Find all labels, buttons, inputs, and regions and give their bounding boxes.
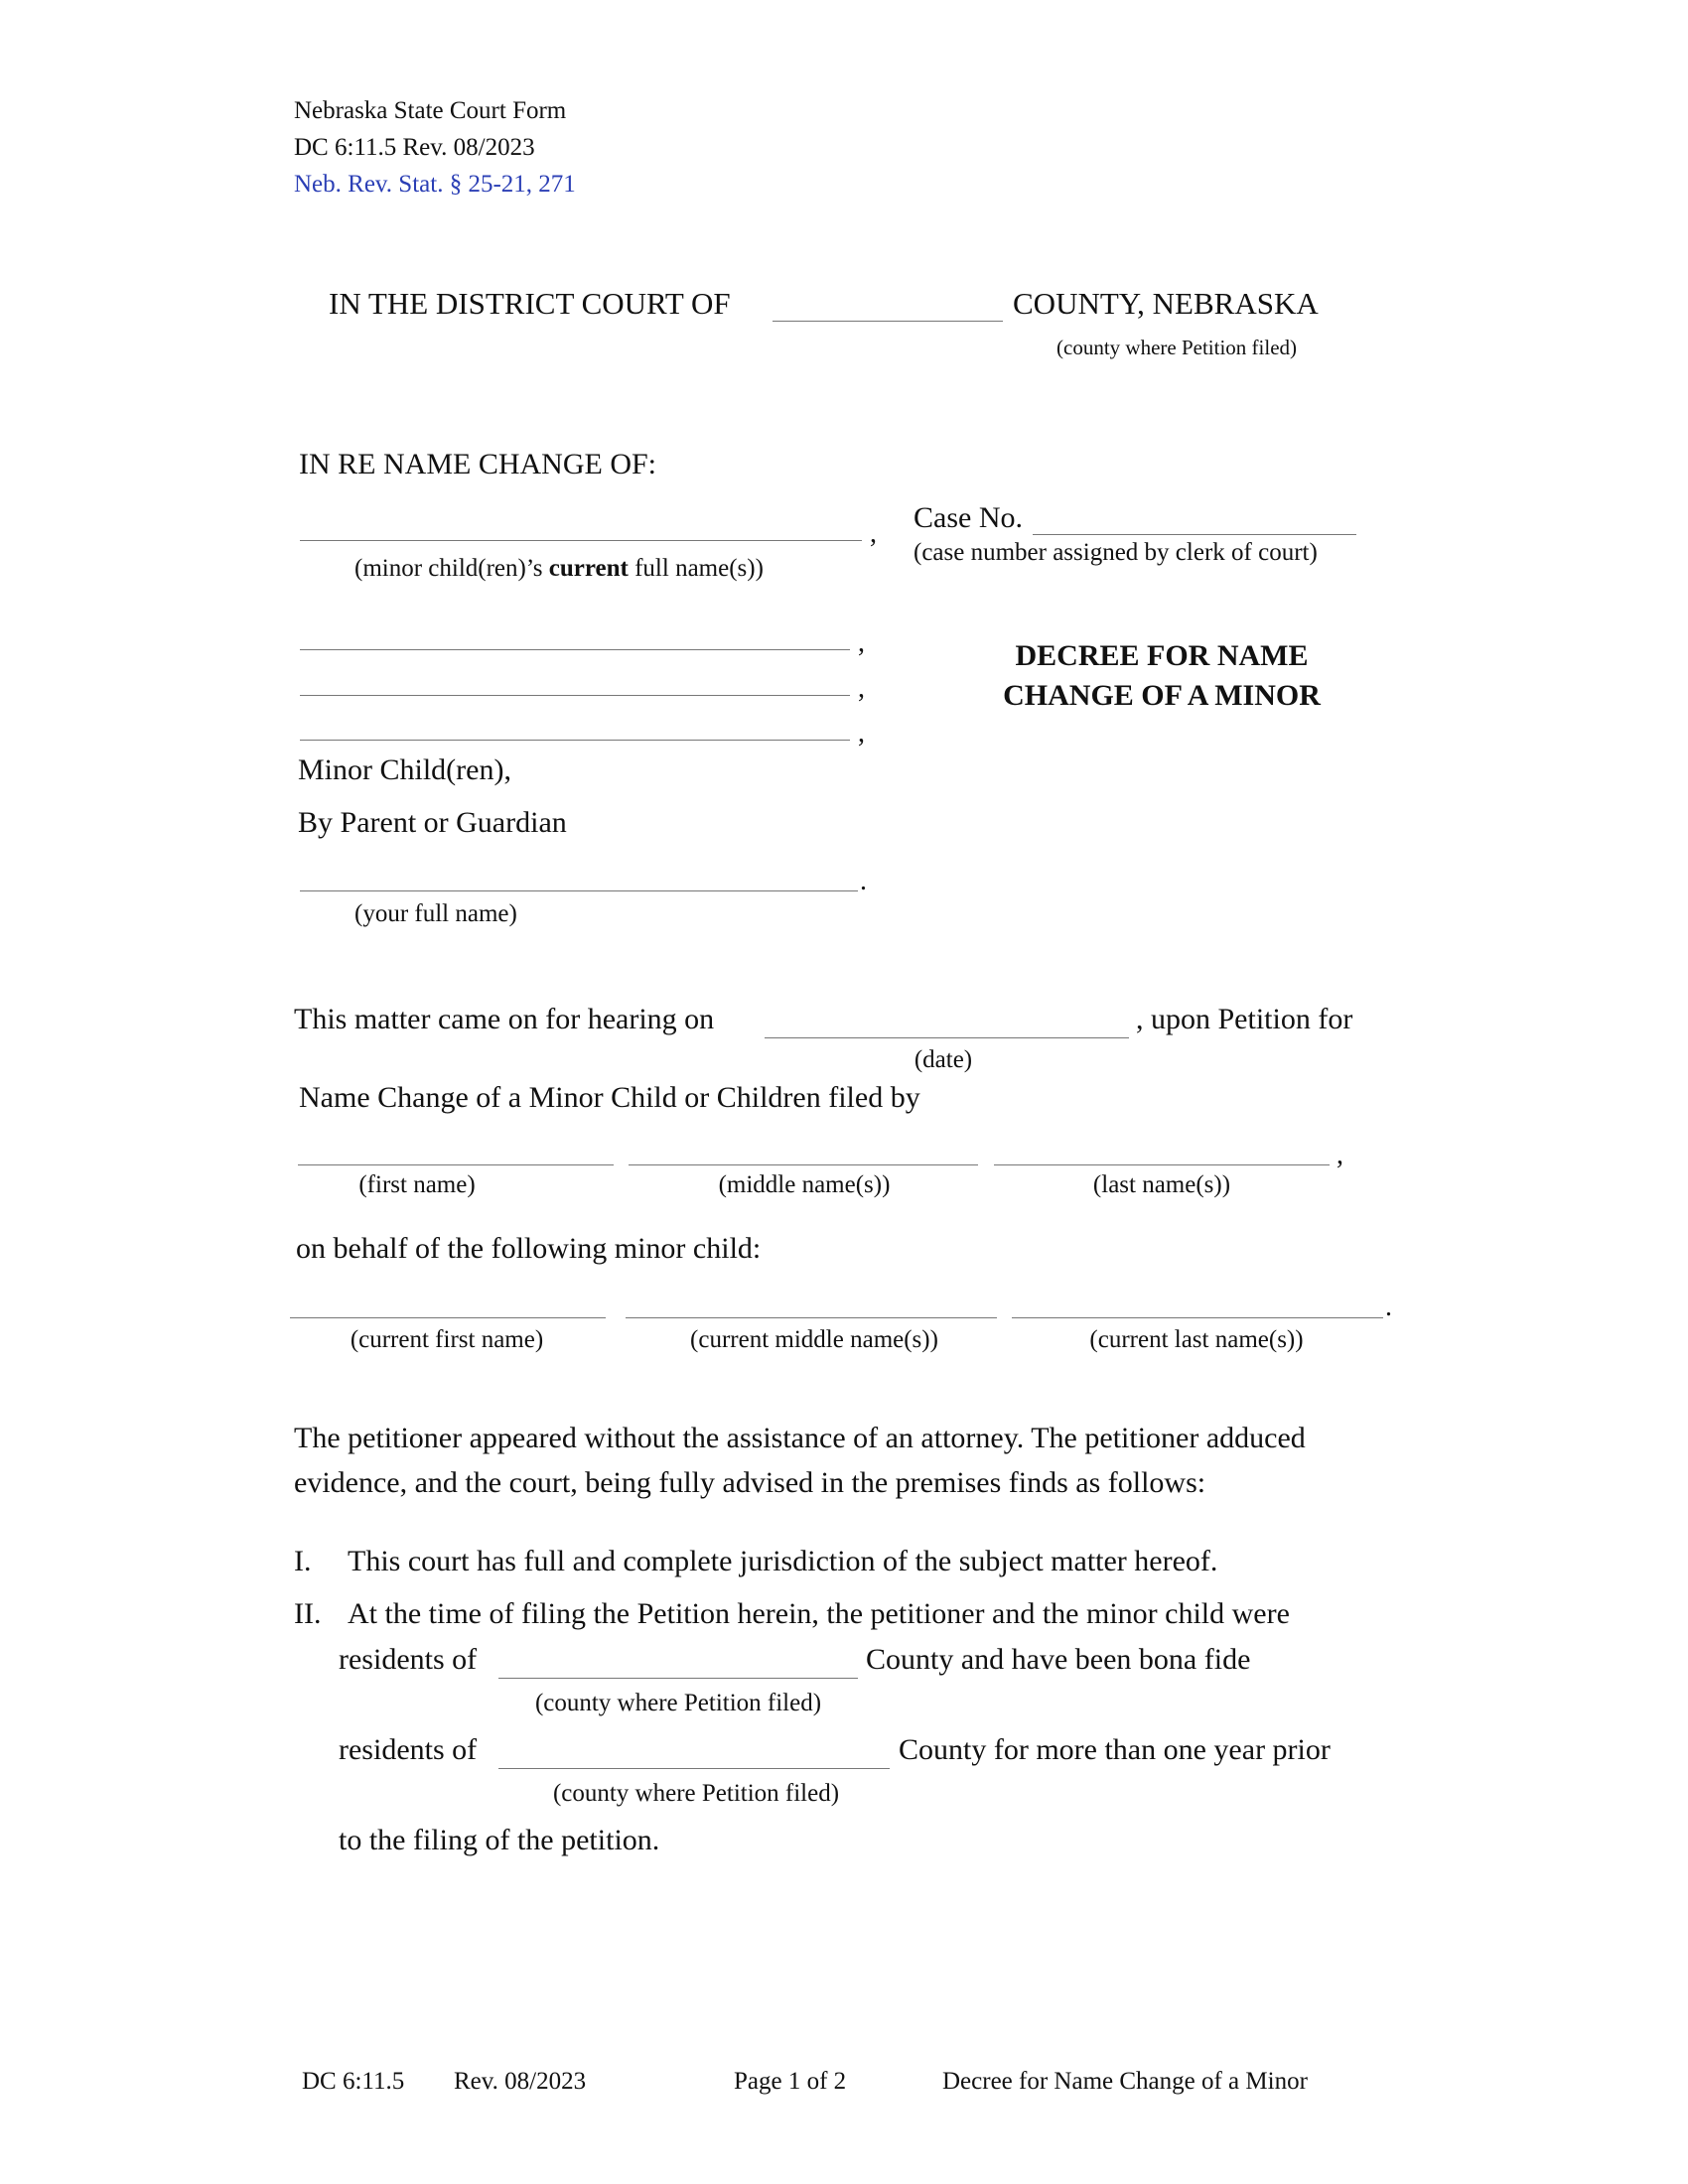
comma: , — [858, 718, 865, 749]
form-name: Nebraska State Court Form — [294, 97, 567, 124]
finding-1-number: I. — [294, 1545, 312, 1577]
footer-revision: Rev. 08/2023 — [454, 2068, 587, 2095]
residents-of-label-1: residents of — [339, 1643, 478, 1676]
finding-2-suffix2: County for more than one year prior — [899, 1733, 1331, 1766]
comma: , — [858, 673, 865, 704]
county-caption-2: (county where Petition filed) — [552, 1780, 840, 1807]
child-current-middle-name-input[interactable] — [626, 1317, 997, 1318]
child-name-input-4[interactable] — [300, 740, 850, 741]
county-input[interactable] — [773, 321, 1003, 322]
findings-intro-line1: The petitioner appeared without the assistance of an attorney. The petitioner adduced — [294, 1422, 1306, 1454]
period: . — [860, 866, 867, 896]
last-name-caption: (last name(s)) — [1092, 1171, 1231, 1198]
form-revision: DC 6:11.5 Rev. 08/2023 — [294, 134, 535, 161]
footer-page-number: Page 1 of 2 — [734, 2068, 847, 2095]
child-current-first-name-input[interactable] — [290, 1317, 606, 1318]
comma: , — [858, 627, 865, 658]
child-name-input-3[interactable] — [300, 695, 850, 696]
date-caption: (date) — [914, 1046, 973, 1073]
child-name-caption: (minor child(ren)’s current full name(s)) — [354, 555, 764, 582]
in-re-label: IN RE NAME CHANGE OF: — [299, 448, 656, 480]
child-current-last-name-input[interactable] — [1012, 1317, 1383, 1318]
petitioner-last-name-input[interactable] — [994, 1164, 1330, 1165]
document-title-line2: CHANGE OF A MINOR — [1003, 679, 1321, 712]
document-title-line1: DECREE FOR NAME — [1015, 639, 1309, 672]
behalf-label: on behalf of the following minor child: — [296, 1232, 762, 1265]
period: . — [1385, 1292, 1392, 1322]
finding-1-text: This court has full and complete jurisdiction of the subject matter hereof. — [348, 1545, 1218, 1577]
comma: , — [870, 518, 877, 549]
case-no-input[interactable] — [1033, 534, 1356, 535]
current-first-name-caption: (current first name) — [350, 1326, 544, 1353]
minor-children-label: Minor Child(ren), — [298, 753, 511, 786]
court-heading-suffix: COUNTY, NEBRASKA — [1013, 286, 1319, 321]
current-last-name-caption: (current last name(s)) — [1089, 1326, 1304, 1353]
finding-2-suffix1: County and have been bona fide — [866, 1643, 1251, 1676]
hearing-line2: Name Change of a Minor Child or Children filed by — [299, 1081, 920, 1114]
case-no-label: Case No. — [914, 501, 1023, 534]
hearing-suffix: , upon Petition for — [1136, 1003, 1353, 1035]
by-parent-label: By Parent or Guardian — [298, 806, 567, 839]
your-name-caption: (your full name) — [354, 900, 517, 927]
residents-of-label-2: residents of — [339, 1733, 478, 1766]
county-caption: (county where Petition filed) — [1056, 336, 1298, 359]
statute-link[interactable]: Neb. Rev. Stat. § 25-21, 271 — [294, 171, 576, 198]
petitioner-first-name-input[interactable] — [298, 1164, 614, 1165]
petitioner-middle-name-input[interactable] — [629, 1164, 978, 1165]
finding-2-end: to the filing of the petition. — [339, 1824, 660, 1856]
residence-county-input-2[interactable] — [498, 1768, 890, 1769]
hearing-prefix: This matter came on for hearing on — [294, 1003, 715, 1035]
finding-2-number: II. — [294, 1597, 322, 1630]
current-middle-name-caption: (current middle name(s)) — [690, 1326, 938, 1353]
first-name-caption: (first name) — [358, 1171, 476, 1198]
case-no-caption: (case number assigned by clerk of court) — [914, 539, 1318, 566]
finding-2-line1: At the time of filing the Petition herein, the petitioner and the minor child were — [348, 1597, 1290, 1630]
middle-name-caption: (middle name(s)) — [718, 1171, 891, 1198]
footer-form-number: DC 6:11.5 — [302, 2068, 405, 2095]
court-heading-prefix: IN THE DISTRICT COURT OF — [329, 286, 731, 321]
comma: , — [1336, 1140, 1343, 1170]
residence-county-input-1[interactable] — [498, 1678, 858, 1679]
child-current-name-input[interactable] — [300, 540, 862, 541]
hearing-date-input[interactable] — [765, 1037, 1129, 1038]
parent-name-input[interactable] — [300, 890, 858, 891]
footer-title: Decree for Name Change of a Minor — [942, 2068, 1308, 2095]
child-name-input-2[interactable] — [300, 649, 850, 650]
county-caption-1: (county where Petition filed) — [534, 1690, 822, 1716]
findings-intro-line2: evidence, and the court, being fully advised in the premises finds as follows: — [294, 1466, 1206, 1499]
